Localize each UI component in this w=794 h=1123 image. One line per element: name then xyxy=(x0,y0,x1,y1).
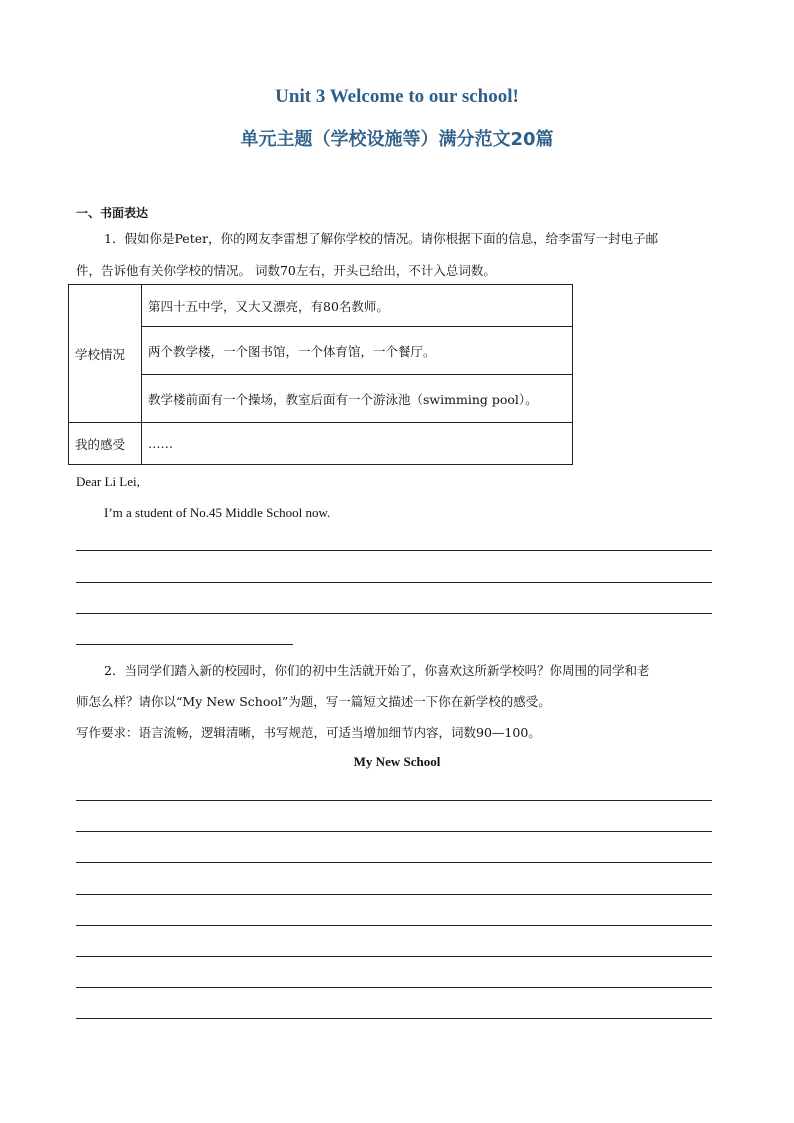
writing-line[interactable] xyxy=(76,1018,712,1019)
page-subtitle: 单元主题（学校设施等）满分范文20篇 xyxy=(240,129,554,150)
q1-prompt-line1: 1．假如你是Peter，你的网友李雷想了解你学校的情况。请你根据下面的信息，给李雷写一封电子邮 xyxy=(104,231,659,246)
q2-prompt-line1: 2．当同学们踏入新的校园时，你们的初中生活就开始了，你喜欢这所新学校吗？你周围的同学和老 xyxy=(104,663,650,678)
writing-line[interactable] xyxy=(76,582,712,583)
letter-opening: I’m a student of No.45 Middle School now. xyxy=(104,505,331,520)
section-heading: 一、书面表达 xyxy=(76,206,149,220)
writing-line[interactable] xyxy=(76,862,712,863)
writing-line[interactable] xyxy=(76,644,293,645)
q2-requirements: 写作要求：语言流畅，逻辑清晰，书写规范，可适当增加细节内容，词数90—100。 xyxy=(76,725,541,740)
table-cell-facilities: 教学楼前面有一个操场，教室后面有一个游泳池（swimming pool）。 xyxy=(142,375,573,423)
school-info-table xyxy=(68,284,573,465)
writing-line[interactable] xyxy=(76,550,712,551)
letter-greeting: Dear Li Lei, xyxy=(76,474,140,489)
table-cell-buildings: 两个教学楼，一个图书馆，一个体育馆，一个餐厅。 xyxy=(142,327,573,375)
writing-line[interactable] xyxy=(76,894,712,895)
writing-line[interactable] xyxy=(76,925,712,926)
table-cell-feelings: …… xyxy=(142,423,573,465)
q1-prompt-line2: 件，告诉他有关你学校的情况。 词数70左右，开头已给出，不计入总词数。 xyxy=(76,263,496,278)
table-label-feelings: 我的感受 xyxy=(69,423,142,465)
writing-line[interactable] xyxy=(76,800,712,801)
page-title: Unit 3 Welcome to our school! xyxy=(275,86,519,107)
essay-title: My New School xyxy=(353,754,441,769)
table-cell-school: 第四十五中学，又大又漂亮，有80名教师。 xyxy=(142,285,573,327)
q2-prompt-line2: 师怎么样？请你以“My New School”为题，写一篇短文描述一下你在新学校的感受。 xyxy=(76,694,551,709)
writing-line[interactable] xyxy=(76,831,712,832)
table-label-school-info: 学校情况 xyxy=(69,285,142,423)
writing-line[interactable] xyxy=(76,987,712,988)
writing-line[interactable] xyxy=(76,956,712,957)
writing-line[interactable] xyxy=(76,613,712,614)
